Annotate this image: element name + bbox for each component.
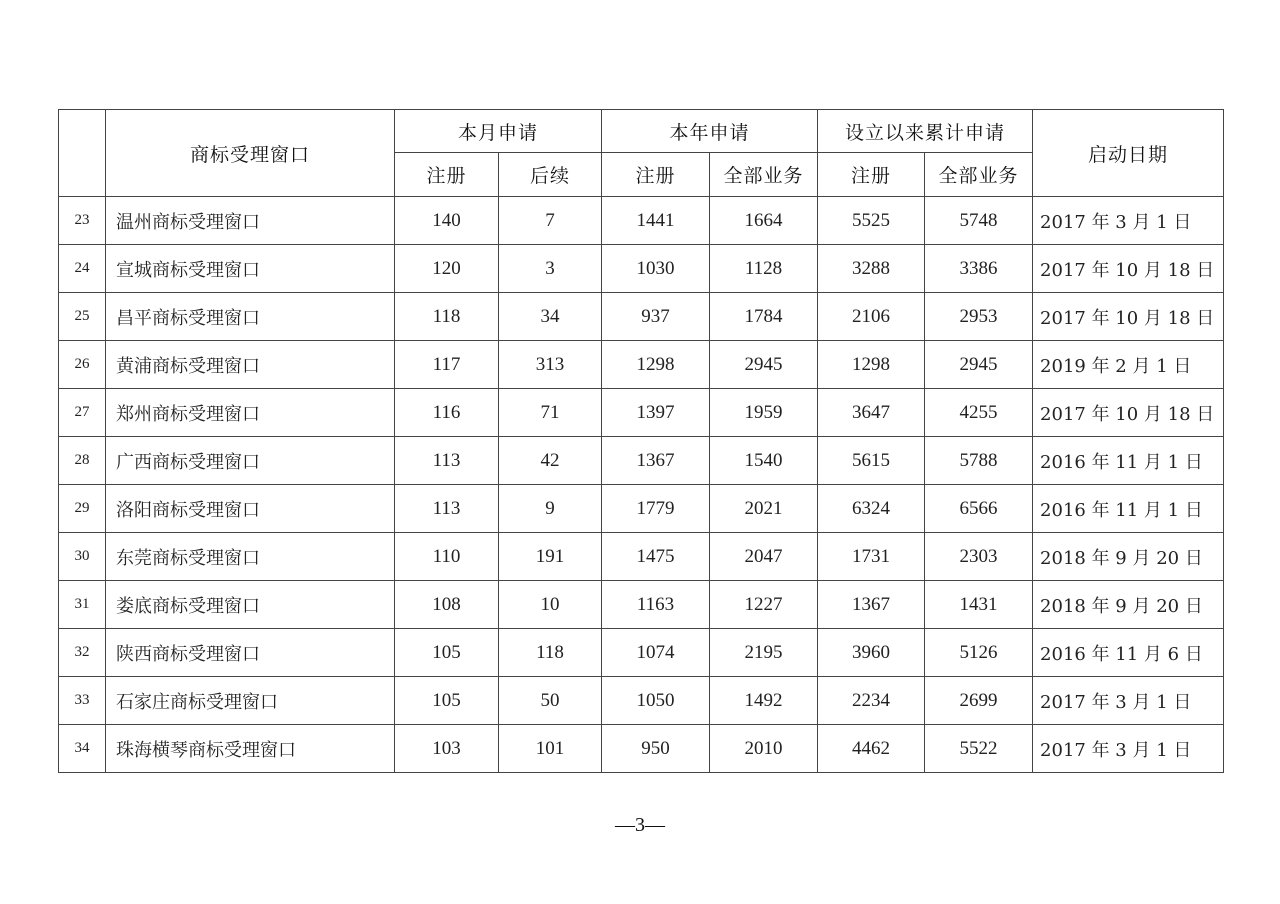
cumulative-registration-cell: 3960 xyxy=(818,629,925,677)
window-name-cell: 石家庄商标受理窗口 xyxy=(106,677,395,725)
row-index-cell: 32 xyxy=(59,629,106,677)
table-row xyxy=(59,437,1224,485)
cumulative-registration-cell: 4462 xyxy=(818,725,925,773)
start-date-cell: 2017 年 3 月 1 日 xyxy=(1033,725,1224,773)
table-body xyxy=(59,197,1224,773)
year-all-business-cell: 2945 xyxy=(710,341,818,389)
month-follow-up-cell: 313 xyxy=(499,341,602,389)
cumulative-registration-cell: 3288 xyxy=(818,245,925,293)
cumulative-all-business-cell: 5788 xyxy=(925,437,1033,485)
month-follow-up-cell: 42 xyxy=(499,437,602,485)
cumulative-all-business-cell: 3386 xyxy=(925,245,1033,293)
cumulative-all-business-cell: 1431 xyxy=(925,581,1033,629)
month-registration-cell: 103 xyxy=(395,725,499,773)
cumulative-registration-cell: 6324 xyxy=(818,485,925,533)
row-index-cell: 28 xyxy=(59,437,106,485)
start-date-cell: 2017 年 10 月 18 日 xyxy=(1033,245,1224,293)
row-index-cell: 34 xyxy=(59,725,106,773)
header-row-1 xyxy=(59,110,1224,153)
window-name-cell: 东莞商标受理窗口 xyxy=(106,533,395,581)
header-year-applications: 本年申请 xyxy=(602,110,818,153)
month-registration-cell: 118 xyxy=(395,293,499,341)
header-window-name: 商标受理窗口 xyxy=(106,110,395,197)
year-registration-cell: 1397 xyxy=(602,389,710,437)
row-index-cell: 23 xyxy=(59,197,106,245)
cumulative-registration-cell: 1731 xyxy=(818,533,925,581)
year-registration-cell: 950 xyxy=(602,725,710,773)
row-index-cell: 29 xyxy=(59,485,106,533)
header-cumulative-applications: 设立以来累计申请 xyxy=(818,110,1033,153)
year-registration-cell: 1779 xyxy=(602,485,710,533)
cumulative-registration-cell: 1367 xyxy=(818,581,925,629)
start-date-cell: 2017 年 3 月 1 日 xyxy=(1033,677,1224,725)
year-all-business-cell: 2021 xyxy=(710,485,818,533)
header-cumulative-all-business: 全部业务 xyxy=(925,153,1033,197)
start-date-cell: 2017 年 10 月 18 日 xyxy=(1033,389,1224,437)
year-all-business-cell: 1959 xyxy=(710,389,818,437)
window-name-cell: 陕西商标受理窗口 xyxy=(106,629,395,677)
header-index-cell xyxy=(59,110,106,197)
cumulative-all-business-cell: 2303 xyxy=(925,533,1033,581)
cumulative-all-business-cell: 2945 xyxy=(925,341,1033,389)
year-all-business-cell: 1784 xyxy=(710,293,818,341)
window-name-cell: 宣城商标受理窗口 xyxy=(106,245,395,293)
cumulative-all-business-cell: 5748 xyxy=(925,197,1033,245)
year-registration-cell: 1298 xyxy=(602,341,710,389)
table-row xyxy=(59,341,1224,389)
table-row xyxy=(59,581,1224,629)
header-month-follow-up: 后续 xyxy=(499,153,602,197)
year-registration-cell: 937 xyxy=(602,293,710,341)
year-all-business-cell: 2010 xyxy=(710,725,818,773)
row-index-cell: 27 xyxy=(59,389,106,437)
cumulative-registration-cell: 2106 xyxy=(818,293,925,341)
cumulative-registration-cell: 1298 xyxy=(818,341,925,389)
cumulative-all-business-cell: 4255 xyxy=(925,389,1033,437)
row-index-cell: 33 xyxy=(59,677,106,725)
month-follow-up-cell: 101 xyxy=(499,725,602,773)
year-registration-cell: 1163 xyxy=(602,581,710,629)
window-name-cell: 洛阳商标受理窗口 xyxy=(106,485,395,533)
month-registration-cell: 108 xyxy=(395,581,499,629)
year-all-business-cell: 1664 xyxy=(710,197,818,245)
row-index-cell: 25 xyxy=(59,293,106,341)
row-index-cell: 26 xyxy=(59,341,106,389)
month-registration-cell: 116 xyxy=(395,389,499,437)
window-name-cell: 温州商标受理窗口 xyxy=(106,197,395,245)
year-registration-cell: 1475 xyxy=(602,533,710,581)
year-all-business-cell: 1540 xyxy=(710,437,818,485)
window-name-cell: 珠海横琴商标受理窗口 xyxy=(106,725,395,773)
table-row xyxy=(59,629,1224,677)
table-row xyxy=(59,197,1224,245)
year-all-business-cell: 1227 xyxy=(710,581,818,629)
month-follow-up-cell: 191 xyxy=(499,533,602,581)
start-date-cell: 2016 年 11 月 1 日 xyxy=(1033,485,1224,533)
cumulative-registration-cell: 5525 xyxy=(818,197,925,245)
table-row xyxy=(59,293,1224,341)
month-registration-cell: 140 xyxy=(395,197,499,245)
table-row xyxy=(59,245,1224,293)
month-follow-up-cell: 9 xyxy=(499,485,602,533)
cumulative-all-business-cell: 5126 xyxy=(925,629,1033,677)
year-registration-cell: 1367 xyxy=(602,437,710,485)
header-cumulative-registration: 注册 xyxy=(818,153,925,197)
header-start-date: 启动日期 xyxy=(1033,110,1224,197)
start-date-cell: 2016 年 11 月 6 日 xyxy=(1033,629,1224,677)
window-name-cell: 昌平商标受理窗口 xyxy=(106,293,395,341)
table-header xyxy=(59,110,1224,197)
month-follow-up-cell: 3 xyxy=(499,245,602,293)
cumulative-registration-cell: 2234 xyxy=(818,677,925,725)
month-follow-up-cell: 34 xyxy=(499,293,602,341)
table-row xyxy=(59,677,1224,725)
start-date-cell: 2017 年 3 月 1 日 xyxy=(1033,197,1224,245)
month-follow-up-cell: 118 xyxy=(499,629,602,677)
year-registration-cell: 1050 xyxy=(602,677,710,725)
window-name-cell: 娄底商标受理窗口 xyxy=(106,581,395,629)
month-follow-up-cell: 50 xyxy=(499,677,602,725)
start-date-cell: 2019 年 2 月 1 日 xyxy=(1033,341,1224,389)
year-all-business-cell: 1128 xyxy=(710,245,818,293)
cumulative-all-business-cell: 6566 xyxy=(925,485,1033,533)
table-row xyxy=(59,533,1224,581)
header-month-registration: 注册 xyxy=(395,153,499,197)
row-index-cell: 31 xyxy=(59,581,106,629)
month-registration-cell: 105 xyxy=(395,677,499,725)
header-year-registration: 注册 xyxy=(602,153,710,197)
start-date-cell: 2017 年 10 月 18 日 xyxy=(1033,293,1224,341)
row-index-cell: 24 xyxy=(59,245,106,293)
table-row xyxy=(59,485,1224,533)
month-follow-up-cell: 10 xyxy=(499,581,602,629)
year-registration-cell: 1441 xyxy=(602,197,710,245)
month-registration-cell: 117 xyxy=(395,341,499,389)
month-registration-cell: 113 xyxy=(395,437,499,485)
cumulative-registration-cell: 3647 xyxy=(818,389,925,437)
cumulative-registration-cell: 5615 xyxy=(818,437,925,485)
year-registration-cell: 1074 xyxy=(602,629,710,677)
month-registration-cell: 120 xyxy=(395,245,499,293)
row-index-cell: 30 xyxy=(59,533,106,581)
month-registration-cell: 105 xyxy=(395,629,499,677)
year-registration-cell: 1030 xyxy=(602,245,710,293)
cumulative-all-business-cell: 5522 xyxy=(925,725,1033,773)
month-registration-cell: 110 xyxy=(395,533,499,581)
year-all-business-cell: 1492 xyxy=(710,677,818,725)
header-month-applications: 本月申请 xyxy=(395,110,602,153)
start-date-cell: 2018 年 9 月 20 日 xyxy=(1033,533,1224,581)
start-date-cell: 2018 年 9 月 20 日 xyxy=(1033,581,1224,629)
month-follow-up-cell: 7 xyxy=(499,197,602,245)
table-row xyxy=(59,389,1224,437)
window-name-cell: 广西商标受理窗口 xyxy=(106,437,395,485)
cumulative-all-business-cell: 2953 xyxy=(925,293,1033,341)
month-follow-up-cell: 71 xyxy=(499,389,602,437)
year-all-business-cell: 2047 xyxy=(710,533,818,581)
table-row xyxy=(59,725,1224,773)
header-year-all-business: 全部业务 xyxy=(710,153,818,197)
trademark-window-statistics-table xyxy=(58,109,1224,773)
month-registration-cell: 113 xyxy=(395,485,499,533)
cumulative-all-business-cell: 2699 xyxy=(925,677,1033,725)
page-number: —3— xyxy=(615,814,665,836)
window-name-cell: 郑州商标受理窗口 xyxy=(106,389,395,437)
window-name-cell: 黄浦商标受理窗口 xyxy=(106,341,395,389)
year-all-business-cell: 2195 xyxy=(710,629,818,677)
start-date-cell: 2016 年 11 月 1 日 xyxy=(1033,437,1224,485)
